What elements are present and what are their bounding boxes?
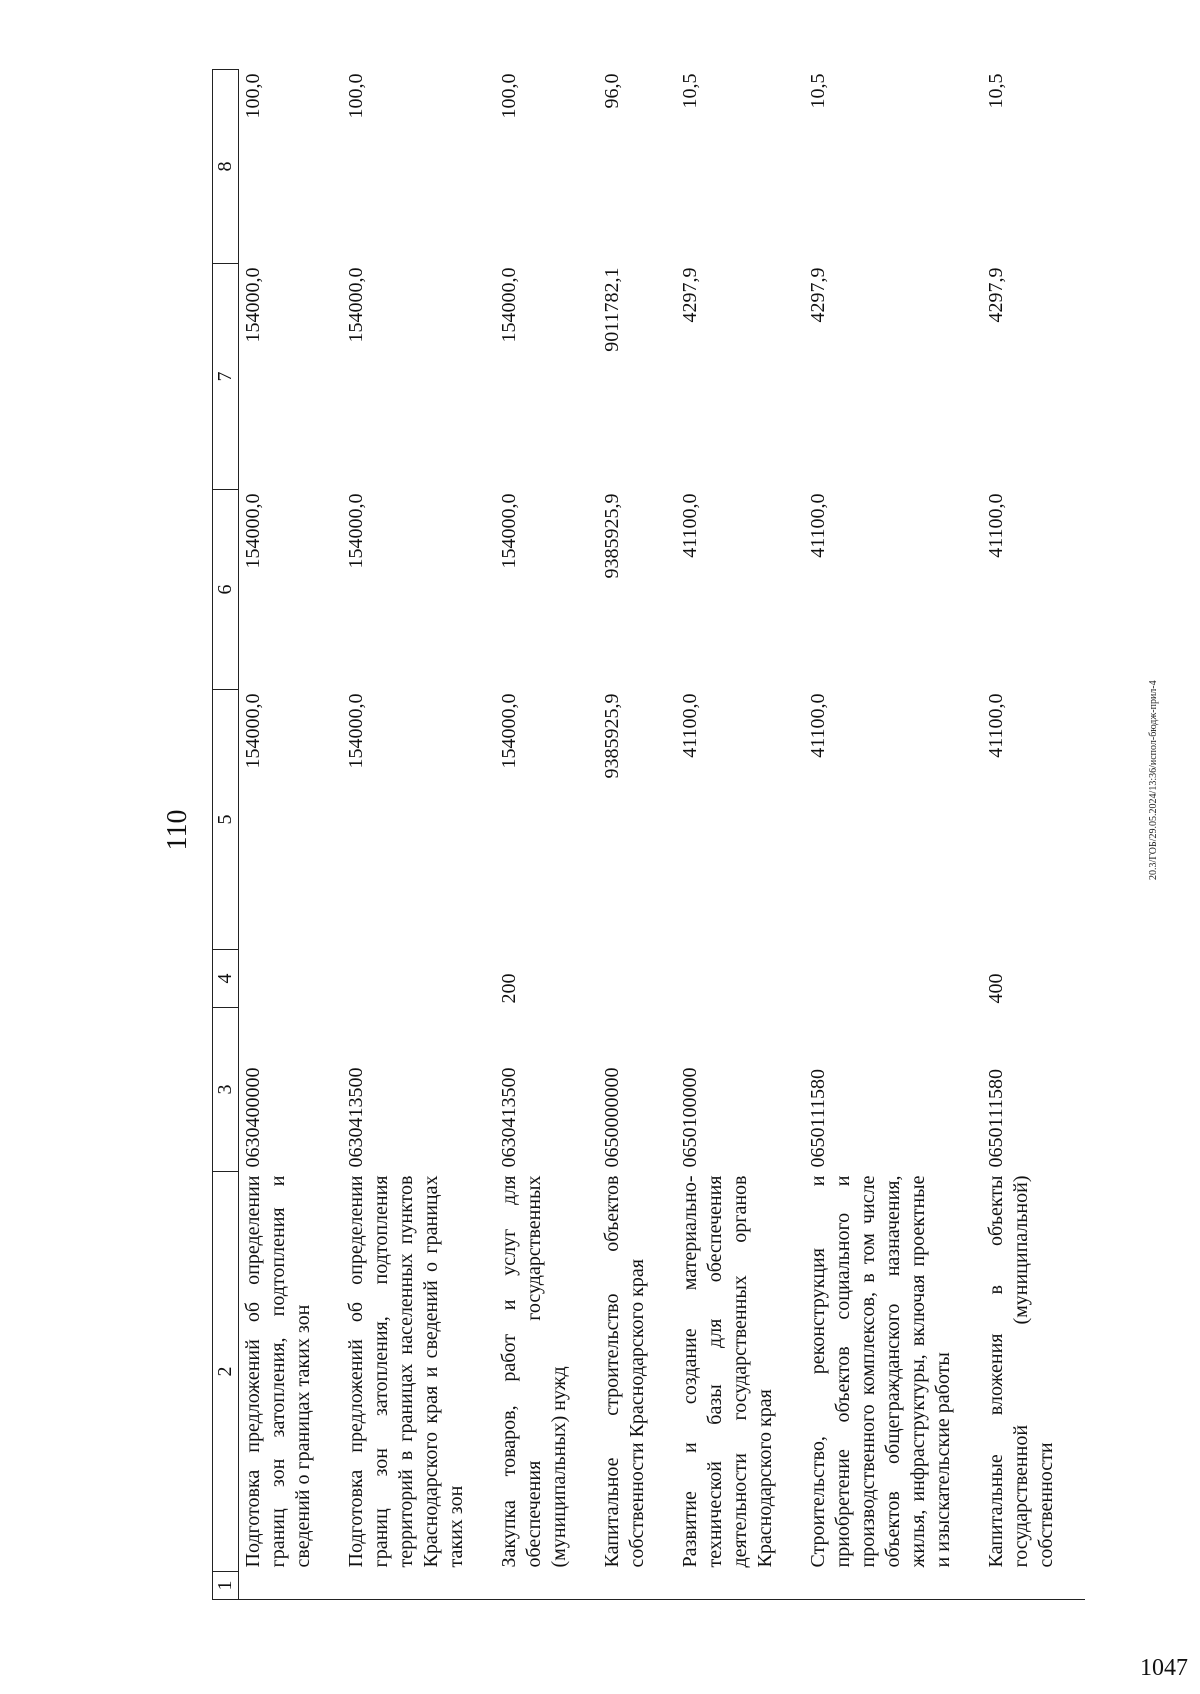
- value-col7-cell: 4297,9: [807, 267, 829, 323]
- value-col6-cell: 154000,0: [345, 493, 367, 569]
- expense-type-cell: [239, 950, 343, 1008]
- value-col5-cell: 154000,0: [498, 693, 520, 769]
- expense-type-cell: [598, 950, 676, 1008]
- header-col-6: 6: [213, 490, 239, 690]
- header-col-7: 7: [213, 264, 239, 490]
- expense-type-cell: 400: [985, 973, 1007, 1004]
- description-cell: Закупка товаров, работ и услуг для обеспечения государственных (муниципальных) нужд: [498, 1175, 570, 1568]
- value-col5-cell: 41100,0: [985, 693, 1007, 758]
- value-col8-cell: 10,5: [807, 73, 829, 109]
- value-col7-cell: 4297,9: [679, 267, 701, 323]
- header-col-8: 8: [213, 70, 239, 264]
- expense-type-cell: [676, 950, 804, 1008]
- document-reference-note: [1148, 360, 1162, 880]
- value-col8-cell: 10,5: [679, 73, 701, 109]
- sheet-number: 1047: [1140, 1655, 1188, 1681]
- table-row: [804, 70, 982, 1600]
- table-row: [495, 70, 598, 1600]
- target-code-cell: 0630413500: [345, 1067, 367, 1168]
- row-number-cell: [239, 1572, 343, 1600]
- target-code-cell: 0650100000: [679, 1067, 701, 1168]
- header-col-3: 3: [213, 1008, 239, 1172]
- value-col6-cell: 41100,0: [679, 493, 701, 558]
- value-col7-cell: 4297,9: [985, 267, 1007, 323]
- value-col8-cell: 96,0: [601, 73, 623, 109]
- value-col5-cell: 41100,0: [807, 693, 829, 758]
- header-col-5: 5: [213, 690, 239, 950]
- document-reference-text: 20.3/ГОБ/29.05.2024/13:36/испол-бюдж-прил-4: [1148, 680, 1159, 880]
- value-col5-cell: 41100,0: [679, 693, 701, 758]
- value-col7-cell: 154000,0: [345, 267, 367, 343]
- table-row: [342, 70, 495, 1600]
- value-col8-cell: 100,0: [498, 73, 520, 119]
- value-col6-cell: 9385925,9: [601, 493, 623, 579]
- target-code-cell: 0630400000: [242, 1067, 264, 1168]
- description-cell: Подготовка предложений об определении границ зон затопления, подтопления и сведений о границах таких зон: [242, 1175, 314, 1568]
- row-number-cell: [982, 1572, 1085, 1600]
- description-cell: Строительство, реконструкция и приобретение объектов социального и производственного комплексов, в том числе объектов общегражданского назначения, жилья, инфраструктуры, включая проектные и изыскательские работы: [807, 1175, 954, 1568]
- header-col-1: 1: [213, 1572, 239, 1600]
- header-col-4: 4: [213, 950, 239, 1008]
- value-col8-cell: 100,0: [242, 73, 264, 119]
- target-code-cell: 0650111580: [985, 1068, 1007, 1168]
- description-cell: Капитальное строительство объектов собственности Краснодарского края: [601, 1175, 648, 1568]
- value-col7-cell: 9011782,1: [601, 267, 623, 352]
- header-row: [213, 70, 239, 1600]
- value-col6-cell: 154000,0: [498, 493, 520, 569]
- description-cell: Развитие и создание материально-технической базы для обеспечения деятельности государственных органов Краснодарского края: [679, 1175, 776, 1568]
- expense-type-cell: [804, 950, 982, 1008]
- table-row: [982, 70, 1085, 1600]
- value-col6-cell: 41100,0: [807, 493, 829, 558]
- row-number-cell: [342, 1572, 495, 1600]
- expense-type-cell: 200: [498, 973, 520, 1004]
- value-col8-cell: 100,0: [345, 73, 367, 119]
- page-number: 110: [162, 809, 193, 851]
- target-code-cell: 0630413500: [498, 1067, 520, 1168]
- description-cell: Подготовка предложений об определении границ зон затопления, подтопления территорий в границах населенных пунктов Краснодарского края и сведений о границах таких зон: [345, 1175, 467, 1568]
- value-col6-cell: 41100,0: [985, 493, 1007, 558]
- row-number-cell: [676, 1572, 804, 1600]
- table-row: [239, 70, 343, 1600]
- value-col7-cell: 154000,0: [498, 267, 520, 343]
- table-row: [598, 70, 676, 1600]
- value-col5-cell: 154000,0: [242, 693, 264, 769]
- value-col8-cell: 10,5: [985, 73, 1007, 109]
- value-col6-cell: 154000,0: [242, 493, 264, 569]
- table-row: [676, 70, 804, 1600]
- row-number-cell: [495, 1572, 598, 1600]
- description-cell: Капитальные вложения в объекты государственной (муниципальной) собственности: [985, 1175, 1057, 1568]
- value-col5-cell: 9385925,9: [601, 693, 623, 779]
- header-col-2: 2: [213, 1172, 239, 1572]
- row-number-cell: [804, 1572, 982, 1600]
- target-code-cell: 0650111580: [807, 1068, 829, 1168]
- value-col7-cell: 154000,0: [242, 267, 264, 343]
- budget-table: [212, 69, 1085, 1600]
- expense-type-cell: [342, 950, 495, 1008]
- value-col5-cell: 154000,0: [345, 693, 367, 769]
- target-code-cell: 0650000000: [601, 1067, 623, 1168]
- rotated-page-content: [160, 70, 1190, 1600]
- row-number-cell: [598, 1572, 676, 1600]
